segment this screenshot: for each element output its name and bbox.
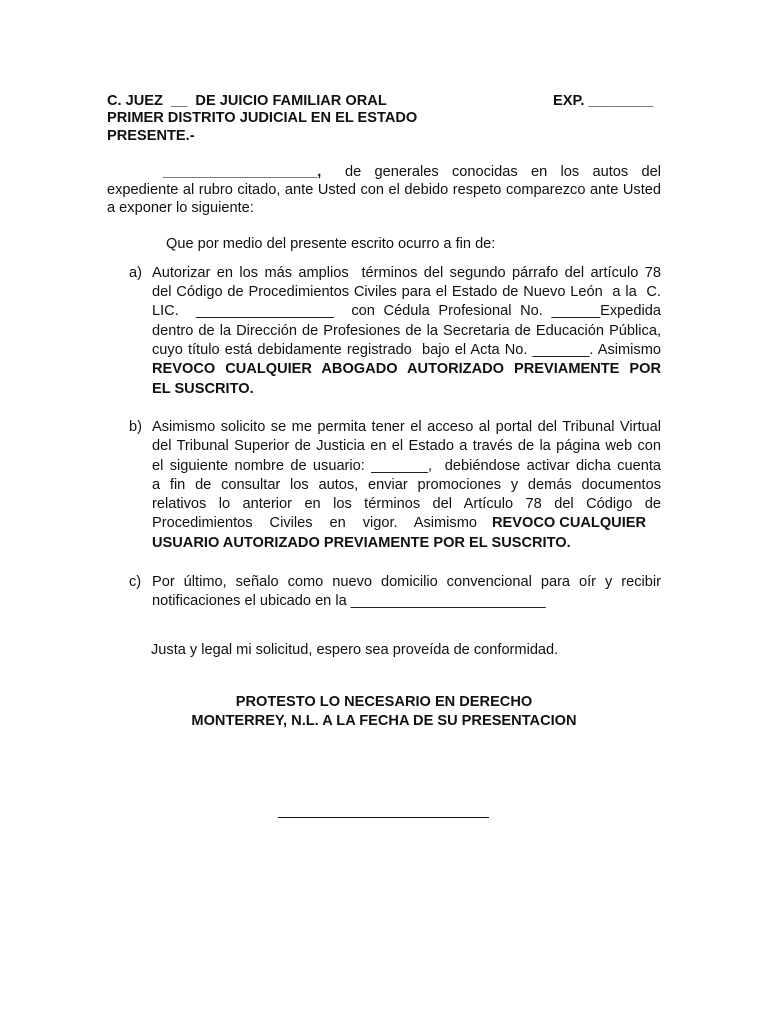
item-a-line-7: EL SUSCRITO. xyxy=(152,381,254,397)
addressee-line-1: C. JUEZ __ DE JUICIO FAMILIAR ORAL xyxy=(107,93,387,109)
signature-line xyxy=(278,817,489,818)
item-b-line-7: USUARIO AUTORIZADO PREVIAMENTE POR EL SUSCRITO. xyxy=(152,535,571,551)
promovente-name-blank: ___________________, xyxy=(163,164,322,180)
item-a-line-5: cuyo título está debidamente registrado bajo el Acta No. _______. Asimismo xyxy=(152,342,661,358)
intro-line-2: expediente al rubro citado, ante Usted con el debido respeto comparezco ante Usted xyxy=(107,182,661,198)
item-a-marker: a) xyxy=(129,265,142,281)
closing-sentence: Justa y legal mi solicitud, espero sea proveída de conformidad. xyxy=(151,642,559,658)
item-b-line-6a: Procedimientos Civiles en vigor. Asimismo xyxy=(152,515,477,531)
addressee-line-2: PRIMER DISTRITO JUDICIAL EN EL ESTADO xyxy=(107,110,418,126)
item-b-line-6b: REVOCO CUALQUIER xyxy=(492,515,647,531)
item-a-line-1: Autorizar en los más amplios términos del segundo párrafo del artículo 78 xyxy=(152,265,661,281)
item-b-line-5: relativos lo anterior en los términos del Artículo 78 del Código de xyxy=(152,496,661,512)
item-a-line-6: REVOCO CUALQUIER ABOGADO AUTORIZADO PREVIAMENTE POR xyxy=(152,361,661,377)
protest-line-1: PROTESTO LO NECESARIO EN DERECHO xyxy=(235,694,533,710)
item-b-line-1: Asimismo solicito se me permita tener el acceso al portal del Tribunal Virtual xyxy=(152,419,661,435)
item-b-marker: b) xyxy=(129,419,142,435)
item-c-line-1: Por último, señalo como nuevo domicilio convencional para oír y recibir xyxy=(152,574,661,590)
item-b-line-4: a fin de consultar los autos, enviar promociones y demás documentos xyxy=(152,477,661,493)
item-a-line-4: dentro de la Dirección de Profesiones de la Secretaria de Educación Pública, xyxy=(152,323,661,339)
intro-line-3: a exponer lo siguiente: xyxy=(107,200,254,216)
item-c-line-2: notificaciones el ubicado en la ________________________ xyxy=(152,593,546,609)
addressee-line-3: PRESENTE.- xyxy=(107,128,195,144)
item-b-line-2: del Tribunal Superior de Justicia en el Estado a través de la página web con xyxy=(152,438,661,454)
item-c-marker: c) xyxy=(129,574,142,590)
item-a-line-3: LIC. _________________ con Cédula Profesional No. ______Expedida xyxy=(152,303,661,319)
item-b-line-3: el siguiente nombre de usuario: _______, debiéndose activar dicha cuenta xyxy=(152,458,661,474)
protest-line-2: MONTERREY, N.L. A LA FECHA DE SU PRESENTACION xyxy=(191,713,577,729)
item-a-line-2: del Código de Procedimientos Civiles para el Estado de Nuevo León a la C. xyxy=(152,284,661,300)
expediente-number: EXP. ________ xyxy=(553,93,654,109)
intro-line-1: de generales conocidas en los autos del xyxy=(345,164,661,180)
lead-sentence: Que por medio del presente escrito ocurro a fin de: xyxy=(166,236,496,252)
